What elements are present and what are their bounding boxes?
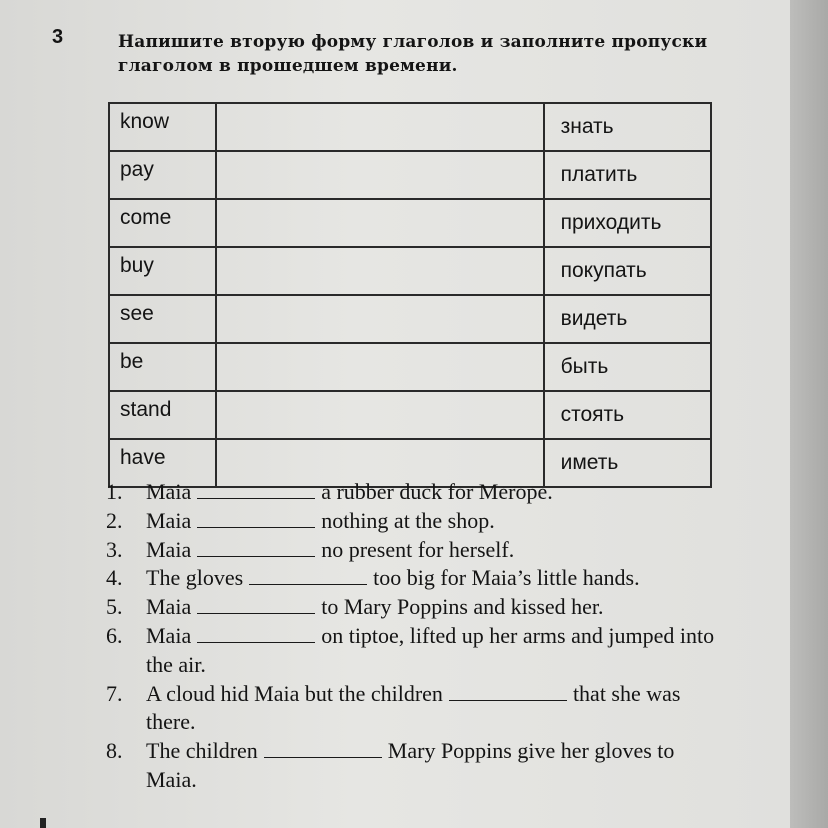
sentence-number: 3. xyxy=(106,536,123,562)
table-row xyxy=(109,391,711,439)
sentence-end: on tiptoe, lifted up her arms and jumped into the air. xyxy=(146,622,715,677)
sentence-start: Maia xyxy=(146,507,192,533)
verb-infinitive: pay xyxy=(109,151,216,199)
list-item xyxy=(106,680,726,738)
sentence-end: too big for Maia’s little hands. xyxy=(373,565,640,591)
past-form-blank[interactable] xyxy=(216,247,543,295)
sentence-number: 2. xyxy=(106,507,123,533)
list-item xyxy=(106,536,726,565)
verb-infinitive: be xyxy=(109,343,216,391)
past-form-blank[interactable] xyxy=(216,391,543,439)
sentence-start: The children xyxy=(146,738,258,764)
sentence-end: to Mary Poppins and kissed her. xyxy=(321,594,604,620)
sentence-number: 4. xyxy=(106,565,123,591)
past-form-blank[interactable] xyxy=(216,343,543,391)
table-row xyxy=(109,103,711,151)
answer-blank[interactable] xyxy=(197,480,315,499)
verb-translation: быть xyxy=(544,343,711,391)
verb-infinitive: know xyxy=(109,103,216,151)
verb-translation: приходить xyxy=(544,199,711,247)
verb-translation: знать xyxy=(544,103,711,151)
table-row xyxy=(109,343,711,391)
verb-infinitive: buy xyxy=(109,247,216,295)
sentence-end: no present for herself. xyxy=(321,536,515,562)
list-item xyxy=(106,507,726,536)
sentence-number: 1. xyxy=(106,479,123,504)
verb-translation: видеть xyxy=(544,295,711,343)
sentence-number: 6. xyxy=(106,622,123,648)
verb-table xyxy=(108,102,712,488)
past-form-blank[interactable] xyxy=(216,199,543,247)
list-item xyxy=(106,564,726,593)
answer-blank[interactable] xyxy=(197,595,315,614)
verb-infinitive: come xyxy=(109,199,216,247)
past-form-blank[interactable] xyxy=(216,103,543,151)
verb-infinitive: see xyxy=(109,295,216,343)
sentence-number: 8. xyxy=(106,738,123,764)
verb-infinitive: have xyxy=(109,439,216,487)
list-item xyxy=(106,622,726,680)
table-row xyxy=(109,151,711,199)
table-row xyxy=(109,247,711,295)
sentence-start: Maia xyxy=(146,536,192,562)
past-form-blank[interactable] xyxy=(216,151,543,199)
sentence-list xyxy=(106,478,726,795)
verb-translation: покупать xyxy=(544,247,711,295)
list-item xyxy=(106,478,726,507)
sentence-end: nothing at the shop. xyxy=(321,507,495,533)
answer-blank[interactable] xyxy=(449,682,567,701)
sentence-start: Maia xyxy=(146,622,192,648)
sentence-number: 7. xyxy=(106,680,123,706)
page-edge xyxy=(790,0,828,828)
answer-blank[interactable] xyxy=(197,538,315,557)
sentence-end: that she was there. xyxy=(146,680,681,735)
verb-infinitive: stand xyxy=(109,391,216,439)
sentence-start: A cloud hid Maia but the children xyxy=(146,680,443,706)
task-number: 3 xyxy=(52,26,64,48)
task-instruction: Напишите вторую форму глаголов и заполните пропуски глаголом в прошедшем времени. xyxy=(118,32,708,76)
verb-translation: платить xyxy=(544,151,711,199)
list-item xyxy=(106,737,726,795)
answer-blank[interactable] xyxy=(264,739,382,758)
sentence-end: Mary Poppins give her gloves to Maia. xyxy=(146,738,675,792)
sentence-start: Maia xyxy=(146,594,192,620)
table-row xyxy=(109,295,711,343)
page-mark xyxy=(40,818,46,828)
list-item xyxy=(106,593,726,622)
table-row xyxy=(109,199,711,247)
past-form-blank[interactable] xyxy=(216,295,543,343)
verb-translation: иметь xyxy=(544,439,711,487)
verb-translation: стоять xyxy=(544,391,711,439)
sentence-number: 5. xyxy=(106,594,123,620)
sentence-end: a rubber duck for Merope. xyxy=(321,479,553,504)
sentence-start: The gloves xyxy=(146,565,244,591)
sentence-start: Maia xyxy=(146,479,192,504)
answer-blank[interactable] xyxy=(249,566,367,585)
answer-blank[interactable] xyxy=(197,509,315,528)
answer-blank[interactable] xyxy=(197,624,315,643)
